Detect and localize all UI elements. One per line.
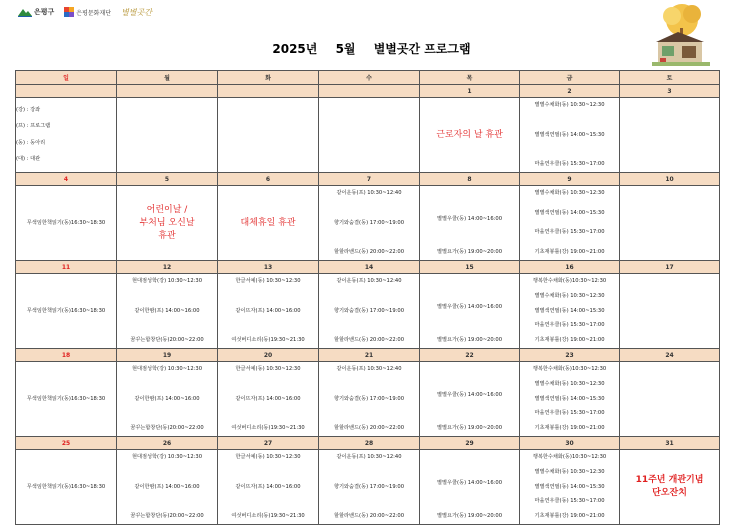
date-number: 5 <box>117 173 218 186</box>
date-number: 28 <box>319 437 420 450</box>
program-entry: 별별요가(동) 19:00~20:00 <box>437 337 502 343</box>
day-cell <box>218 362 319 437</box>
title-month: 5월 <box>335 42 356 56</box>
day-cell <box>420 450 520 525</box>
content-row <box>16 186 720 261</box>
logo-text: 은평문화재단 <box>76 9 112 17</box>
holiday-notice: 근로자의 날 휴관 <box>436 129 503 140</box>
day-cell <box>218 98 319 173</box>
date-number: 27 <box>218 437 319 450</box>
legend-item: (강) : 강좌 <box>16 106 41 113</box>
content-row <box>16 362 720 437</box>
holiday-notice: 휴관 <box>158 230 176 241</box>
program-entry: 향기와숨결(동) 17:00~19:00 <box>333 483 404 490</box>
day-cell <box>218 186 319 261</box>
mountain-icon <box>18 7 32 17</box>
date-number: 25 <box>16 437 117 450</box>
day-cell <box>16 274 117 349</box>
day-cell <box>520 274 620 349</box>
day-cell <box>620 450 720 525</box>
logo-text: 별별곳간 <box>121 7 152 17</box>
date-number: 3 <box>620 85 720 98</box>
program-entry: 별별요가(동) 19:00~20:00 <box>437 513 502 519</box>
program-entry: 행복한수채화(동)10:30~12:30 <box>532 366 607 372</box>
day-cell <box>620 362 720 437</box>
date-number: 26 <box>117 437 218 450</box>
date-number: 11 <box>16 261 117 274</box>
date-number: 2 <box>520 85 620 98</box>
logo-text: 은평구 <box>34 8 55 16</box>
day-cell <box>117 98 218 173</box>
program-entry: 마을연우쿨(동) 15:30~17:00 <box>534 229 605 236</box>
weekday-sun: 일 <box>16 71 117 85</box>
day-cell <box>620 186 720 261</box>
date-number: 23 <box>520 349 620 362</box>
program-entry: 별별우쿨(동) 14:00~16:00 <box>437 216 502 222</box>
day-cell <box>16 98 117 173</box>
program-entry: 같이뜨자(프) 14:00~16:00 <box>235 483 301 490</box>
program-entry: 무색임한책읽기(동)16:30~18:30 <box>26 483 106 490</box>
program-entry: 같이뜨자(프) 14:00~16:00 <box>235 307 301 314</box>
title-name: 별별곳간 프로그램 <box>373 42 471 56</box>
date-number: 30 <box>520 437 620 450</box>
calendar-table <box>15 70 720 525</box>
date-number: 20 <box>218 349 319 362</box>
program-entry: 무색임한책읽기(동)16:30~18:30 <box>26 219 106 226</box>
legend-item: (프) : 프로그램 <box>16 123 51 130</box>
program-entry: 행복한수채화(동)10:30~12:30 <box>532 454 607 460</box>
weekday-sat: 토 <box>620 71 720 85</box>
date-number: 15 <box>420 261 520 274</box>
date-number: 17 <box>620 261 720 274</box>
holiday-notice: 11주년 개관기념 <box>635 475 704 485</box>
date-number: 18 <box>16 349 117 362</box>
date-number: 16 <box>520 261 620 274</box>
holiday-notice: 부처님 오신날 <box>139 217 195 228</box>
tree-house-illustration <box>646 2 714 68</box>
program-entry: 같이한땀(프) 14:00~16:00 <box>134 395 200 402</box>
day-cell <box>117 274 218 349</box>
program-entry: 별별색연필(동) 14:00~15:30 <box>534 131 605 138</box>
date-number: 21 <box>319 349 420 362</box>
header-logos <box>18 4 152 20</box>
date-number <box>319 85 420 98</box>
holiday-notice: 대체휴일 휴관 <box>240 217 296 228</box>
program-entry: 마을연우쿨(동) 15:30~17:00 <box>534 410 605 417</box>
date-row <box>16 85 720 98</box>
date-row <box>16 173 720 186</box>
day-cell <box>420 362 520 437</box>
program-entry: 한글서예(동) 10:30~12:30 <box>235 278 301 284</box>
program-entry: 별별색연필(동) 14:00~15:30 <box>534 483 605 490</box>
date-number: 29 <box>420 437 520 450</box>
program-entry: 별별수채화(동) 10:30~12:30 <box>534 380 605 387</box>
holiday-notice: 단오잔치 <box>652 488 687 498</box>
program-entry: 별별색연필(동) 14:00~15:30 <box>534 307 605 314</box>
program-entry: 할할라밴드(동) 20:00~22:00 <box>333 337 404 343</box>
date-number: 13 <box>218 261 319 274</box>
date-number: 6 <box>218 173 319 186</box>
content-row <box>16 274 720 349</box>
day-cell <box>117 186 218 261</box>
program-entry: 같이운동(프) 10:30~12:40 <box>336 454 402 460</box>
program-entry: 꿈꾸는합창단(동)20:00~22:00 <box>130 513 204 519</box>
content-row <box>16 450 720 525</box>
program-entry: 마을연우쿨(동) 15:30~17:00 <box>534 161 605 167</box>
eunpyeong-logo <box>18 7 54 17</box>
program-entry: 현대점성학(강) 10:30~12:30 <box>131 278 202 284</box>
program-entry: 여섯버디소리(동)19:30~21:30 <box>231 513 305 519</box>
day-cell <box>420 98 520 173</box>
program-entry: 할할라밴드(동) 20:00~22:00 <box>333 513 404 519</box>
day-cell <box>420 274 520 349</box>
day-cell <box>218 274 319 349</box>
program-entry: 같이운동(프) 10:30~12:40 <box>336 190 402 196</box>
program-entry: 할할라밴드(동) 20:00~22:00 <box>333 425 404 431</box>
weekday-mon: 월 <box>117 71 218 85</box>
calendar-body <box>16 85 720 525</box>
day-cell <box>520 362 620 437</box>
program-entry: 같이뜨자(프) 14:00~16:00 <box>235 395 301 402</box>
day-cell <box>520 186 620 261</box>
holiday-notice: 어린이날 / <box>146 204 188 215</box>
program-entry: 같이운동(프) 10:30~12:40 <box>336 278 402 284</box>
date-number <box>16 85 117 98</box>
day-cell <box>16 186 117 261</box>
program-entry: 별별우쿨(동) 14:00~16:00 <box>437 392 502 398</box>
foundation-logo <box>64 7 111 17</box>
program-entry: 마을연우쿨(동) 15:30~17:00 <box>534 498 605 505</box>
weekday-fri: 금 <box>520 71 620 85</box>
program-entry: 꿈꾸는합창단(동)20:00~22:00 <box>130 425 204 431</box>
date-number: 12 <box>117 261 218 274</box>
day-cell <box>16 362 117 437</box>
date-number: 7 <box>319 173 420 186</box>
program-entry: 기초재봉틀(강) 19:00~21:00 <box>534 425 605 431</box>
program-entry: 별별우쿨(동) 14:00~16:00 <box>437 480 502 486</box>
program-entry: 향기와숨결(동) 17:00~19:00 <box>333 219 404 226</box>
program-entry: 별별수채화(동) 10:30~12:30 <box>534 292 605 299</box>
day-cell <box>218 450 319 525</box>
content-row <box>16 98 720 173</box>
date-number: 19 <box>117 349 218 362</box>
date-number: 14 <box>319 261 420 274</box>
program-entry: 별별요가(동) 19:00~20:00 <box>437 249 502 255</box>
weekday-tue: 화 <box>218 71 319 85</box>
day-cell <box>520 98 620 173</box>
byeolbyeol-logo <box>121 7 152 18</box>
program-entry: 별별수채화(동) 10:30~12:30 <box>534 190 605 196</box>
page-title <box>0 40 743 57</box>
date-row <box>16 261 720 274</box>
day-cell <box>319 98 420 173</box>
program-entry: 여섯버디소리(동)19:30~21:30 <box>231 425 305 431</box>
day-cell <box>620 274 720 349</box>
program-entry: 현대점성학(강) 10:30~12:30 <box>131 454 202 460</box>
legend-item: (동) : 동아리 <box>16 139 46 146</box>
program-entry: 같이한땀(프) 14:00~16:00 <box>134 307 200 314</box>
day-cell <box>117 362 218 437</box>
day-cell <box>117 450 218 525</box>
program-entry: 별별수채화(동) 10:30~12:30 <box>534 102 605 108</box>
date-number <box>117 85 218 98</box>
program-entry: 같이운동(프) 10:30~12:40 <box>336 366 402 372</box>
day-cell <box>319 450 420 525</box>
day-cell <box>319 274 420 349</box>
program-entry: 무색임한책읽기(동)16:30~18:30 <box>26 395 106 402</box>
weekday-header-row <box>16 71 720 85</box>
title-year: 2025년 <box>272 42 318 56</box>
date-number: 1 <box>420 85 520 98</box>
legend-item: (대) : 대관 <box>16 156 41 163</box>
program-entry: 할할라밴드(동) 20:00~22:00 <box>333 249 404 255</box>
program-entry: 기초재봉틀(강) 19:00~21:00 <box>534 337 605 343</box>
date-number: 22 <box>420 349 520 362</box>
day-cell <box>520 450 620 525</box>
date-number: 10 <box>620 173 720 186</box>
program-entry: 여섯버디소리(동)19:30~21:30 <box>231 337 305 343</box>
program-entry: 기초재봉틀(강) 19:00~21:00 <box>534 513 605 519</box>
program-entry: 별별수채화(동) 10:30~12:30 <box>534 468 605 475</box>
program-entry: 현대점성학(강) 10:30~12:30 <box>131 366 202 372</box>
program-entry: 무색임한책읽기(동)16:30~18:30 <box>26 307 106 314</box>
date-number: 8 <box>420 173 520 186</box>
day-cell <box>16 450 117 525</box>
program-entry: 별별요가(동) 19:00~20:00 <box>437 425 502 431</box>
program-entry: 행복한수채화(동)10:30~12:30 <box>532 278 607 284</box>
day-cell <box>420 186 520 261</box>
program-entry: 향기와숨결(동) 17:00~19:00 <box>333 395 404 402</box>
program-entry: 마을연우쿨(동) 15:30~17:00 <box>534 322 605 329</box>
foundation-mark-icon <box>64 7 74 17</box>
day-cell <box>319 186 420 261</box>
date-number: 9 <box>520 173 620 186</box>
program-entry: 한글서예(동) 10:30~12:30 <box>235 454 301 460</box>
date-number: 4 <box>16 173 117 186</box>
date-row <box>16 437 720 450</box>
date-number <box>218 85 319 98</box>
date-number: 24 <box>620 349 720 362</box>
day-cell <box>319 362 420 437</box>
program-entry: 별별색연필(동) 14:00~15:30 <box>534 395 605 402</box>
weekday-wed: 수 <box>319 71 420 85</box>
program-entry: 별별색연필(동) 14:00~15:30 <box>534 209 605 216</box>
program-entry: 꿈꾸는합창단(동)20:00~22:00 <box>130 337 204 343</box>
program-entry: 향기와숨결(동) 17:00~19:00 <box>333 307 404 314</box>
weekday-thu: 목 <box>420 71 520 85</box>
day-cell <box>620 98 720 173</box>
program-entry: 같이한땀(프) 14:00~16:00 <box>134 483 200 490</box>
program-entry: 별별우쿨(동) 14:00~16:00 <box>437 304 502 310</box>
program-entry: 한글서예(동) 10:30~12:30 <box>235 366 301 372</box>
date-row <box>16 349 720 362</box>
program-entry: 기초재봉틀(강) 19:00~21:00 <box>534 248 605 255</box>
date-number: 31 <box>620 437 720 450</box>
